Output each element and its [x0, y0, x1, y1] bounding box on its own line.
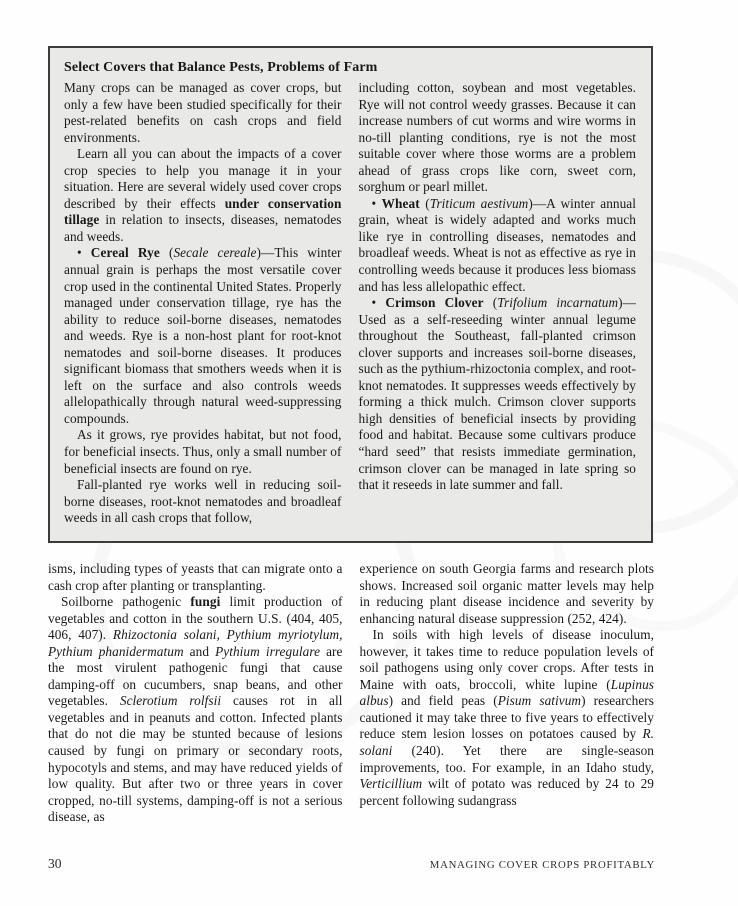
sidebar-box [48, 46, 653, 543]
paragraph: • Cereal Rye (Secale cereale)—This winter annual grain is perhaps the most versatile cover crop used in the continental United States. Properly managed under conservation tillage, rye has the ability to reduce soil-borne diseases, nematodes and weeds. Rye is a non-host plant for root-knot nematodes and soil-borne diseases. It produces significant biomass that smothers weeds when it is left on the surface and also controls weeds allelopathically through natural weed-suppressing compounds. [64, 245, 342, 426]
paragraph: • Crimson Clover (Trifolium incarnatum)—Used as a self-reseeding winter annual legume throughout the Southeast, fall-planted crimson clover supports and increases soil-borne diseases, such as the pythium-rhizoctonia complex, and root-knot nematodes. It suppresses weeds effectively by forming a thick mulch. Crimson clover supports high densities of beneficial insects by providing food and habitat. Because some cultivars produce “hard seed” that resists immediate germination, crimson clover can be managed in late spring so that it reseeds in late summer and fall. [358, 295, 636, 493]
page-number: 30 [48, 856, 62, 871]
paragraph: Fall-planted rye works well in reducing soil-borne diseases, root-knot nematodes and broadleaf weeds in all cash crops that follow, [64, 477, 342, 526]
body-column-right [360, 561, 655, 826]
page-footer [48, 856, 655, 872]
paragraph: including cotton, soybean and most vegetables. Rye will not control weedy grasses. Because it can increase numbers of cut worms and wire worms in no-till planting conditions, rye is not the most suitable cover where those worms are a problem ahead of grass crops like corn, sweet corn, sorghum or pearl millet. [358, 80, 636, 195]
paragraph: Learn all you can about the impacts of a cover crop species to help you manage it in your situation. Here are several widely used cover crops described by their effects under conservation tillage in relation to insects, diseases, nematodes and weeds. [64, 146, 342, 244]
paragraph: • Wheat (Triticum aestivum)—A winter annual grain, wheat is widely adapted and works much like rye in controlling diseases, nematodes and broadleaf weeds. Wheat is not as effective as rye in controlling weeds because it produces less biomass and has less allelopathic effect. [358, 195, 636, 294]
body-column-left [48, 561, 343, 826]
running-title: MANAGING COVER CROPS PROFITABLY [429, 859, 655, 871]
paragraph: In soils with high levels of disease inoculum, however, it takes time to reduce population levels of soil pathogens using only cover crops. After tests in Maine with oats, broccoli, white lupine (Lupinus albus) and field peas (Pisum sativum) researchers cautioned it may take three to five years to effectively reduce stem lesion losses on potatoes caused by R. solani (240). Yet there are single-season improvements, too. For example, in an Idaho study, Verticillium wilt of potato was reduced by 24 to 29 percent following sudangrass [359, 627, 654, 808]
body-columns [48, 561, 655, 826]
box-column-right [359, 80, 637, 527]
paragraph: isms, including types of yeasts that can migrate onto a cash crop after planting or transplanting. [48, 561, 343, 593]
paragraph: As it grows, rye provides habitat, but not food, for beneficial insects. Thus, only a small number of beneficial insects are found on rye. [64, 427, 342, 476]
box-title: Select Covers that Balance Pests, Problems of Farm [64, 60, 378, 75]
paragraph: experience on south Georgia farms and research plots shows. Increased soil organic matter levels may help in reducing plant disease incidence and severity by enhancing natural disease suppression (252, 424). [359, 561, 654, 626]
paragraph: Soilborne pathogenic fungi limit production of vegetables and cotton in the southern U.S. (404, 405, 406, 407). Rhizoctonia solani, Pythium myriotylum, Pythium phanidermatum and Pythium irregulare are the most virulent pathogenic fungi that cause damping-off on cucumbers, snap beans, and other vegetables. Sclerotium rolfsii causes rot in all vegetables and in peanuts and cotton. Infected plants that do not die may be stunted because of lesions caused by fungi on primary or secondary roots, hypocotyls and stems, and may have reduced yields of low quality. But after two or three years in cover cropped, no-till systems, damping-off is not a serious disease, as [48, 594, 343, 825]
box-columns [64, 80, 637, 527]
paragraph: Many crops can be managed as cover crops, but only a few have been studied specifically for their pest-related benefits on cash crops and field environments. [64, 80, 342, 145]
box-column-left [64, 80, 342, 527]
